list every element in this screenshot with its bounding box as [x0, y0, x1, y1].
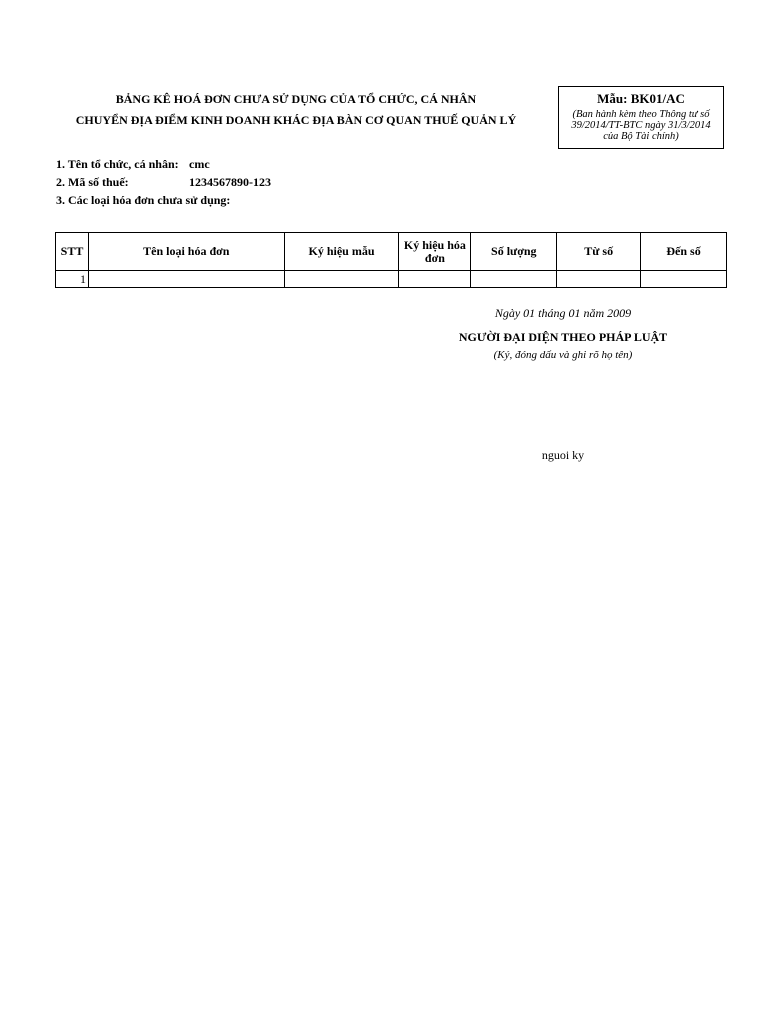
document-title-line2: CHUYỂN ĐỊA ĐIỂM KINH DOANH KHÁC ĐỊA BÀN CƠ QUAN THUẾ QUẢN LÝ: [75, 113, 517, 127]
signature-title: NGƯỜI ĐẠI DIỆN THEO PHÁP LUẬT: [458, 330, 668, 344]
cell-invoice-type: [88, 271, 284, 288]
col-header-from-number: Từ số: [557, 233, 641, 271]
tax-code-value: 1234567890-123: [189, 175, 271, 189]
document-title-line1: BẢNG KÊ HOÁ ĐƠN CHƯA SỬ DỤNG CỦA TỔ CHỨC, CÁ NHÂN: [115, 92, 477, 106]
cell-stt: 1: [56, 271, 89, 288]
cell-invoice-symbol: [399, 271, 471, 288]
cell-to-number: [641, 271, 727, 288]
cell-template-code: [284, 271, 399, 288]
signature-instruction: (Ký, đóng dấu và ghi rõ họ tên): [493, 349, 633, 361]
cell-quantity: [471, 271, 557, 288]
col-header-template-code: Ký hiệu mẫu: [284, 233, 399, 271]
tax-code-label: 2. Mã số thuế:: [56, 175, 129, 189]
col-header-to-number: Đến số: [641, 233, 727, 271]
org-name-label: 1. Tên tổ chức, cá nhân:: [56, 157, 179, 171]
org-name-field: [56, 157, 210, 172]
table-row: [56, 271, 727, 288]
col-header-stt: STT: [56, 233, 89, 271]
col-header-quantity: Số lượng: [471, 233, 557, 271]
unused-invoices-table: [55, 232, 727, 288]
tax-code-field: [56, 175, 271, 190]
org-name-value: cmc: [189, 157, 210, 171]
signer-name: nguoi ky: [541, 448, 585, 462]
col-header-invoice-symbol: Ký hiệu hóa đơn: [399, 233, 471, 271]
signature-date: Ngày 01 tháng 01 năm 2009: [494, 306, 632, 320]
form-code-box: [558, 86, 724, 149]
table-header-row: [56, 233, 727, 271]
form-legal-note: (Ban hành kèm theo Thông tư số 39/2014/TT-BTC ngày 31/3/2014 của Bộ Tài chính): [571, 109, 711, 142]
cell-from-number: [557, 271, 641, 288]
invoice-types-heading: 3. Các loại hóa đơn chưa sử dụng:: [56, 193, 231, 207]
col-header-invoice-type: Tên loại hóa đơn: [88, 233, 284, 271]
form-code: Mẫu: BK01/AC: [597, 91, 685, 106]
